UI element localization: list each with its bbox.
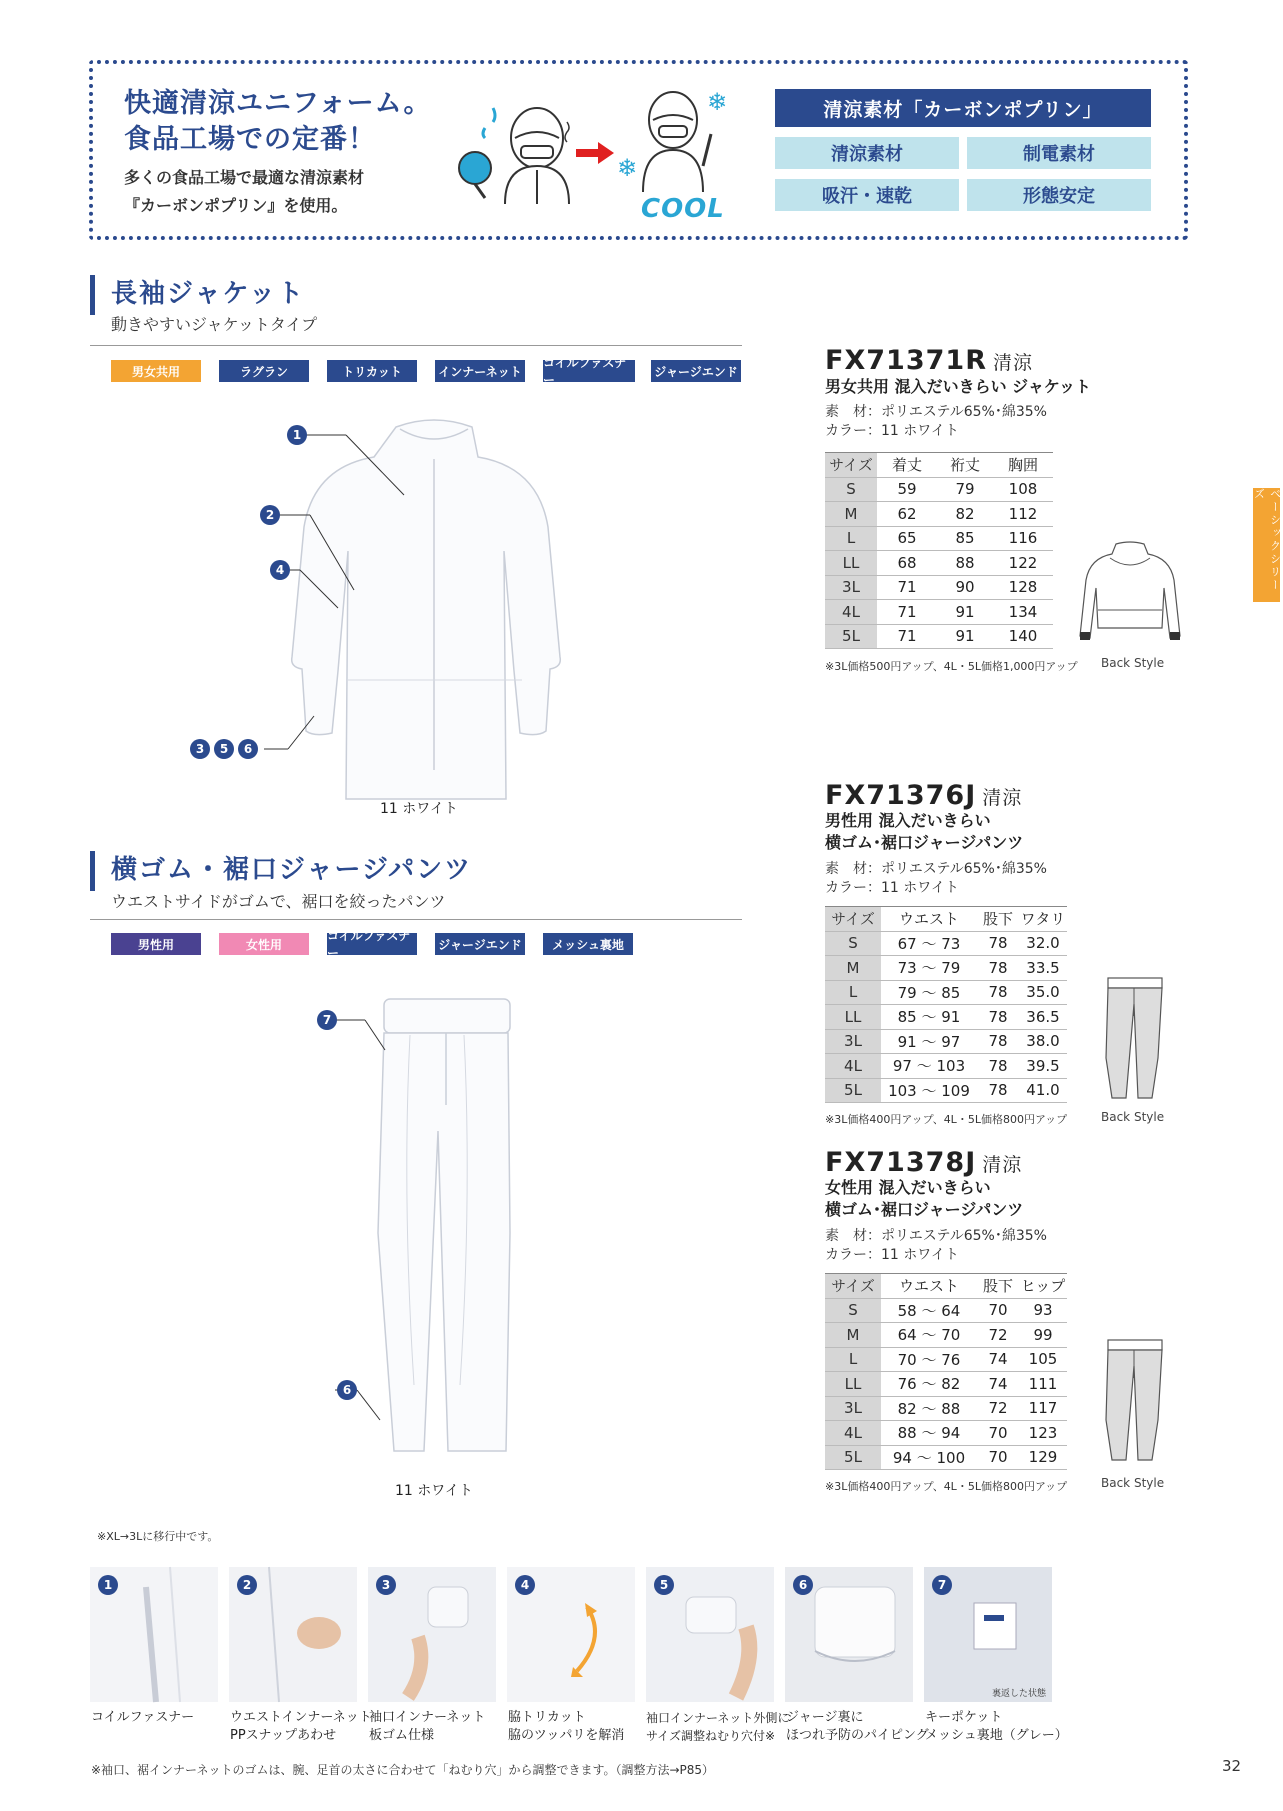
table-cell: S bbox=[825, 1298, 881, 1323]
table-cell: 82 ～ 88 bbox=[881, 1396, 977, 1421]
table-cell: L bbox=[825, 1347, 881, 1372]
table-cell: 78 bbox=[977, 1054, 1019, 1079]
table-cell: L bbox=[825, 980, 881, 1005]
product-code-text: FX71376J bbox=[825, 780, 977, 811]
table-row bbox=[825, 1323, 1067, 1348]
table-row bbox=[825, 600, 1053, 625]
table-header: ウエスト bbox=[881, 1274, 977, 1299]
table-cell: 71 bbox=[877, 600, 937, 625]
tag: インナーネット bbox=[435, 360, 525, 382]
jacket-back-illustration bbox=[1080, 540, 1180, 648]
product-fx71376j bbox=[825, 780, 1022, 811]
table-cell: 91 ～ 97 bbox=[881, 1029, 977, 1054]
table-cell: 70 bbox=[977, 1298, 1019, 1323]
tag-male: 男性用 bbox=[111, 933, 201, 955]
table-cell: 70 bbox=[977, 1421, 1019, 1446]
table-header-row bbox=[825, 453, 1053, 478]
detail-caption bbox=[91, 1709, 194, 1727]
detail-caption bbox=[369, 1709, 485, 1745]
table-cell: 58 ～ 64 bbox=[881, 1298, 977, 1323]
table-cell: 78 bbox=[977, 1005, 1019, 1030]
table-row bbox=[825, 551, 1053, 576]
detail-caption-line2: 脇のツッパリを解消 bbox=[508, 1728, 625, 1743]
table-row bbox=[825, 1078, 1067, 1103]
feature-badge: 清涼素材 bbox=[775, 137, 959, 169]
table-cell: S bbox=[825, 931, 881, 956]
product-name-line2: 横ゴム･裾口ジャージパンツ bbox=[825, 1200, 1024, 1219]
detail-caption bbox=[508, 1709, 624, 1745]
detail7-inner-label: 裏返した状態 bbox=[992, 1689, 1047, 1699]
product-fx71378j bbox=[825, 1147, 1022, 1178]
table-cell: 112 bbox=[993, 502, 1053, 527]
banner-headline-line2: 食品工場での定番！ bbox=[124, 124, 376, 155]
size-table bbox=[825, 452, 1053, 649]
product-name-line1: 男性用 混入だいきらい bbox=[825, 811, 991, 830]
table-cell: 70 ～ 76 bbox=[881, 1347, 977, 1372]
table-cell: 79 ～ 85 bbox=[881, 980, 977, 1005]
feature-badge: 吸汗・速乾 bbox=[775, 179, 959, 211]
table-cell: S bbox=[825, 477, 877, 502]
table-row bbox=[825, 502, 1053, 527]
section2-rule bbox=[90, 919, 742, 920]
banner-sub-line2: 『カーボンポプリン』を使用。 bbox=[124, 196, 348, 215]
table-row bbox=[825, 1005, 1067, 1030]
callout-badge: 7 bbox=[317, 1010, 337, 1030]
table-cell: 82 bbox=[937, 502, 993, 527]
table-cell: 78 bbox=[977, 956, 1019, 981]
product-info bbox=[825, 403, 1047, 441]
table-cell: 70 bbox=[977, 1445, 1019, 1470]
product-name bbox=[825, 810, 1023, 854]
table-header: 着丈 bbox=[877, 453, 937, 478]
table-cell: 32.0 bbox=[1019, 931, 1067, 956]
table-cell: 3L bbox=[825, 575, 877, 600]
feature-main-badge: 清涼素材「カーボンポプリン」 bbox=[775, 89, 1151, 127]
table-row bbox=[825, 1445, 1067, 1470]
detail-caption-line2: 板ゴム仕様 bbox=[369, 1728, 435, 1743]
product-name: 男女共用 混入だいきらい ジャケット bbox=[825, 377, 1092, 396]
table-cell: 134 bbox=[993, 600, 1053, 625]
detail-caption-line1: コイルファスナー bbox=[91, 1710, 195, 1725]
detail-caption-line1: 脇トリカット bbox=[508, 1710, 586, 1725]
back-style-label: Back Style bbox=[1101, 1110, 1165, 1124]
callout-lines bbox=[180, 420, 360, 760]
price-note: ※3L価格400円アップ、4L・5L価格800円アップ bbox=[825, 1480, 1068, 1493]
table-header: ワタリ bbox=[1019, 907, 1067, 932]
table-header-row bbox=[825, 907, 1067, 932]
table-cell: 76 ～ 82 bbox=[881, 1372, 977, 1397]
section-bar bbox=[90, 275, 95, 315]
table-cell: 79 bbox=[937, 477, 993, 502]
table-cell: 85 ～ 91 bbox=[881, 1005, 977, 1030]
product-name-line1: 女性用 混入だいきらい bbox=[825, 1178, 991, 1197]
table-row bbox=[825, 980, 1067, 1005]
table-header: サイズ bbox=[825, 907, 881, 932]
detail-badge: 2 bbox=[237, 1575, 257, 1595]
detail-caption-line2: メッシュ裏地（グレー） bbox=[925, 1728, 1068, 1743]
color-caption: 11 ホワイト bbox=[380, 801, 458, 817]
table-cell: 71 bbox=[877, 624, 937, 649]
table-cell: 67 ～ 73 bbox=[881, 931, 977, 956]
table-cell: 38.0 bbox=[1019, 1029, 1067, 1054]
table-cell: 35.0 bbox=[1019, 980, 1067, 1005]
table-cell: LL bbox=[825, 1005, 881, 1030]
table-cell: 108 bbox=[993, 477, 1053, 502]
tag: ジャージエンド bbox=[651, 360, 741, 382]
section-bar bbox=[90, 851, 95, 891]
table-cell: 128 bbox=[993, 575, 1053, 600]
table-cell: LL bbox=[825, 551, 877, 576]
back-style-label: Back Style bbox=[1101, 1476, 1165, 1490]
table-row bbox=[825, 1372, 1067, 1397]
arrow-right-icon bbox=[576, 142, 614, 164]
table-cell: 90 bbox=[937, 575, 993, 600]
table-row bbox=[825, 1347, 1067, 1372]
callout-badge: 4 bbox=[270, 560, 290, 580]
pants-back-illustration bbox=[1104, 1338, 1166, 1466]
tag: ジャージエンド bbox=[435, 933, 525, 955]
banner-sub-line1: 多くの食品工場で最適な清涼素材 bbox=[124, 168, 365, 187]
tag-unisex: 男女共用 bbox=[111, 360, 201, 382]
table-header: ヒップ bbox=[1019, 1274, 1067, 1299]
table-cell: 33.5 bbox=[1019, 956, 1067, 981]
table-cell: 99 bbox=[1019, 1323, 1067, 1348]
callout-badge: 3 bbox=[190, 739, 210, 759]
product-color: カラー：11 ホワイト bbox=[825, 880, 959, 896]
detail-badge: 3 bbox=[376, 1575, 396, 1595]
series-side-tab: ベーシックシリーズ bbox=[1253, 488, 1280, 602]
table-row bbox=[825, 624, 1053, 649]
table-cell: 117 bbox=[1019, 1396, 1067, 1421]
banner-headline bbox=[124, 86, 431, 158]
table-cell: 105 bbox=[1019, 1347, 1067, 1372]
size-table bbox=[825, 906, 1067, 1103]
section1-subtitle: 動きやすいジャケットタイプ bbox=[111, 315, 318, 334]
table-row bbox=[825, 575, 1053, 600]
callout-lines bbox=[335, 1010, 425, 1430]
price-note: ※3L価格500円アップ、4L・5L価格1,000円アップ bbox=[825, 660, 1078, 673]
product-code-suffix: 清涼 bbox=[982, 1154, 1023, 1176]
table-header: サイズ bbox=[825, 1274, 881, 1299]
table-cell: M bbox=[825, 502, 877, 527]
product-code-text: FX71378J bbox=[825, 1147, 977, 1178]
table-cell: 68 bbox=[877, 551, 937, 576]
section1-rule bbox=[90, 345, 742, 346]
callout-badge: 2 bbox=[260, 505, 280, 525]
xl-note: ※XL→3Lに移行中です。 bbox=[97, 1530, 219, 1543]
section1-title: 長袖ジャケット bbox=[111, 279, 306, 309]
table-cell: 65 bbox=[877, 526, 937, 551]
tag: トリカット bbox=[327, 360, 417, 382]
detail-badge: 4 bbox=[515, 1575, 535, 1595]
section2-subtitle: ウエストサイドがゴムで、裾口を絞ったパンツ bbox=[111, 892, 446, 911]
table-cell: 78 bbox=[977, 1078, 1019, 1103]
product-name bbox=[825, 1177, 1023, 1221]
callout-badge: 6 bbox=[337, 1380, 357, 1400]
detail-caption-line1: ウエストインナーネット bbox=[230, 1710, 372, 1725]
product-material: 素 材：ポリエステル65%･綿35% bbox=[825, 404, 1047, 420]
table-header: 裄丈 bbox=[937, 453, 993, 478]
detail-caption-line1: 袖口インナーネット外側に bbox=[646, 1711, 790, 1725]
table-cell: 3L bbox=[825, 1396, 881, 1421]
product-code-text: FX71371R bbox=[825, 345, 987, 376]
table-cell: 103 ～ 109 bbox=[881, 1078, 977, 1103]
table-cell: LL bbox=[825, 1372, 881, 1397]
table-cell: 39.5 bbox=[1019, 1054, 1067, 1079]
feature-badge: 形態安定 bbox=[967, 179, 1151, 211]
back-style-label: Back Style bbox=[1101, 656, 1165, 670]
section2-title: 横ゴム・裾口ジャージパンツ bbox=[111, 855, 473, 885]
detail-caption-line1: ジャージ裏に bbox=[786, 1710, 864, 1725]
table-cell: 5L bbox=[825, 624, 877, 649]
table-cell: M bbox=[825, 1323, 881, 1348]
color-caption: 11 ホワイト bbox=[395, 1483, 473, 1499]
table-cell: 71 bbox=[877, 575, 937, 600]
product-color: カラー：11 ホワイト bbox=[825, 1247, 959, 1263]
table-cell: 97 ～ 103 bbox=[881, 1054, 977, 1079]
table-cell: 140 bbox=[993, 624, 1053, 649]
table-cell: 88 ～ 94 bbox=[881, 1421, 977, 1446]
table-cell: 94 ～ 100 bbox=[881, 1445, 977, 1470]
tag: コイルファスナー bbox=[543, 360, 635, 382]
product-name-line2: 横ゴム･裾口ジャージパンツ bbox=[825, 833, 1024, 852]
table-header: サイズ bbox=[825, 453, 877, 478]
page-number: 32 bbox=[1222, 1757, 1242, 1775]
table-row bbox=[825, 1029, 1067, 1054]
cool-label: COOL bbox=[641, 194, 725, 224]
detail-caption-line2: PPスナップあわせ bbox=[230, 1728, 337, 1743]
table-cell: 4L bbox=[825, 1054, 881, 1079]
product-code bbox=[825, 345, 1033, 376]
table-cell: 111 bbox=[1019, 1372, 1067, 1397]
product-code-suffix: 清涼 bbox=[982, 787, 1023, 809]
table-cell: 5L bbox=[825, 1078, 881, 1103]
table-cell: 72 bbox=[977, 1396, 1019, 1421]
table-header: 股下 bbox=[977, 1274, 1019, 1299]
table-cell: 129 bbox=[1019, 1445, 1067, 1470]
table-cell: 116 bbox=[993, 526, 1053, 551]
table-cell: 3L bbox=[825, 1029, 881, 1054]
product-code bbox=[825, 1147, 1022, 1178]
table-cell: 123 bbox=[1019, 1421, 1067, 1446]
detail-caption-line1: 袖口インナーネット bbox=[369, 1710, 486, 1725]
product-info bbox=[825, 1227, 1047, 1265]
table-cell: 91 bbox=[937, 600, 993, 625]
callout-badge: 1 bbox=[287, 425, 307, 445]
table-cell: 73 ～ 79 bbox=[881, 956, 977, 981]
table-cell: 5L bbox=[825, 1445, 881, 1470]
detail-caption-line1: キーポケット bbox=[925, 1710, 1003, 1725]
table-header-row bbox=[825, 1274, 1067, 1299]
table-cell: 78 bbox=[977, 1029, 1019, 1054]
detail-caption-line2: サイズ調整ねむり穴付※ bbox=[646, 1729, 776, 1743]
product-code-suffix: 清涼 bbox=[992, 352, 1033, 374]
callout-badge: 5 bbox=[214, 739, 234, 759]
banner-headline-line1: 快適清涼ユニフォーム。 bbox=[124, 88, 432, 119]
detail-caption-line2: ほつれ予防のパイピング bbox=[786, 1728, 929, 1743]
table-cell: 59 bbox=[877, 477, 937, 502]
detail-badge: 6 bbox=[793, 1575, 813, 1595]
svg-text:❄: ❄ bbox=[617, 154, 638, 182]
detail-caption bbox=[646, 1709, 789, 1745]
detail-badge: 5 bbox=[654, 1575, 674, 1595]
table-row bbox=[825, 477, 1053, 502]
detail-caption bbox=[925, 1709, 1068, 1745]
table-header: ウエスト bbox=[881, 907, 977, 932]
size-table bbox=[825, 1273, 1067, 1470]
table-cell: 62 bbox=[877, 502, 937, 527]
table-cell: M bbox=[825, 956, 881, 981]
table-cell: 122 bbox=[993, 551, 1053, 576]
product-info bbox=[825, 860, 1047, 898]
detail-caption bbox=[230, 1709, 372, 1745]
callout-badge: 6 bbox=[238, 739, 258, 759]
product-fx71371r bbox=[825, 345, 1033, 376]
detail-caption bbox=[786, 1709, 929, 1745]
table-row bbox=[825, 526, 1053, 551]
table-row bbox=[825, 1054, 1067, 1079]
table-row bbox=[825, 1396, 1067, 1421]
table-cell: 41.0 bbox=[1019, 1078, 1067, 1103]
table-cell: 74 bbox=[977, 1347, 1019, 1372]
table-cell: 85 bbox=[937, 526, 993, 551]
table-cell: 93 bbox=[1019, 1298, 1067, 1323]
table-cell: 88 bbox=[937, 551, 993, 576]
tag: メッシュ裏地 bbox=[543, 933, 633, 955]
table-cell: 91 bbox=[937, 624, 993, 649]
detail-badge: 7 bbox=[932, 1575, 952, 1595]
cool-worker-illustration bbox=[617, 86, 732, 192]
table-cell: 4L bbox=[825, 1421, 881, 1446]
tag-female: 女性用 bbox=[219, 933, 309, 955]
table-row bbox=[825, 1298, 1067, 1323]
table-header: 胸囲 bbox=[993, 453, 1053, 478]
price-note: ※3L価格400円アップ、4L・5L価格800円アップ bbox=[825, 1113, 1068, 1126]
table-cell: 72 bbox=[977, 1323, 1019, 1348]
pants-back-illustration bbox=[1104, 976, 1166, 1104]
svg-text:❄: ❄ bbox=[707, 88, 728, 116]
product-code bbox=[825, 780, 1022, 811]
detail-badge: 1 bbox=[98, 1575, 118, 1595]
hot-worker-illustration bbox=[455, 92, 570, 204]
table-cell: 78 bbox=[977, 931, 1019, 956]
table-row bbox=[825, 956, 1067, 981]
table-cell: L bbox=[825, 526, 877, 551]
product-color: カラー：11 ホワイト bbox=[825, 423, 959, 439]
feature-badge: 制電素材 bbox=[967, 137, 1151, 169]
table-cell: 4L bbox=[825, 600, 877, 625]
product-material: 素 材：ポリエステル65%･綿35% bbox=[825, 1228, 1047, 1244]
tag: コイルファスナー bbox=[327, 933, 417, 955]
table-header: 股下 bbox=[977, 907, 1019, 932]
footnote: ※袖口、裾インナーネットのゴムは、腕、足首の太さに合わせて「ねむり穴」から調整できます。（調整方法→P85） bbox=[91, 1763, 715, 1777]
table-cell: 36.5 bbox=[1019, 1005, 1067, 1030]
banner-subtext bbox=[124, 164, 364, 220]
table-cell: 74 bbox=[977, 1372, 1019, 1397]
table-row bbox=[825, 931, 1067, 956]
table-cell: 64 ～ 70 bbox=[881, 1323, 977, 1348]
product-material: 素 材：ポリエステル65%･綿35% bbox=[825, 861, 1047, 877]
table-cell: 78 bbox=[977, 980, 1019, 1005]
table-row bbox=[825, 1421, 1067, 1446]
tag: ラグラン bbox=[219, 360, 309, 382]
